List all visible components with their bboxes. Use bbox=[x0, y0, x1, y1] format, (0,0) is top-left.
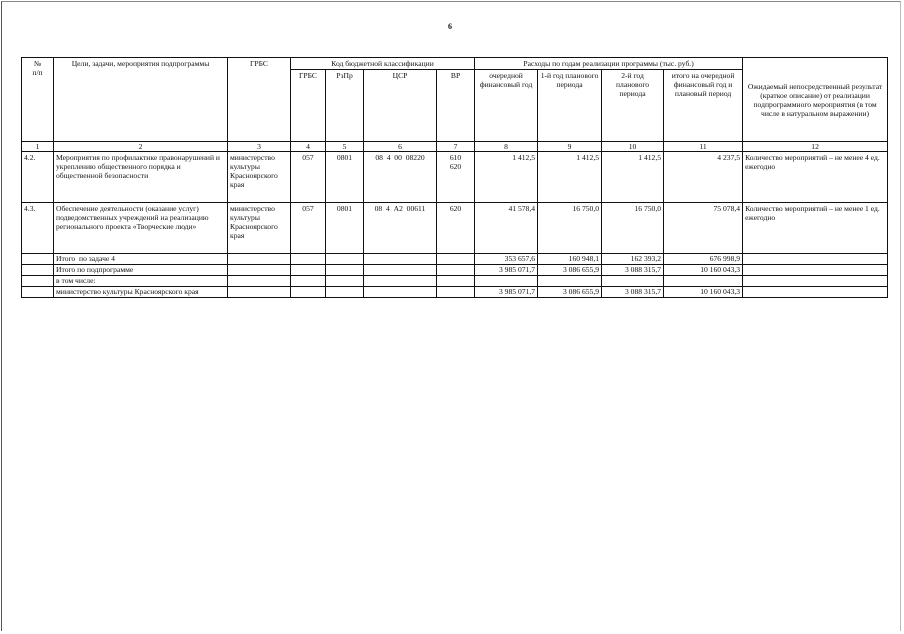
total-value-year2: 3 088 315,7 bbox=[602, 287, 664, 298]
row-grbs-code: 057 bbox=[291, 152, 326, 203]
row-value-current: 1 412,5 bbox=[475, 152, 538, 203]
total-value-current: 3 985 071,7 bbox=[475, 287, 538, 298]
table-row bbox=[22, 152, 888, 203]
total-label: Итого по задаче 4 bbox=[54, 254, 228, 265]
header-sub-vr: ВР bbox=[437, 70, 475, 142]
header-expenses: Расходы по годам реализации программы (тыс. руб.) bbox=[475, 58, 743, 70]
row-value-year1: 16 750,0 bbox=[538, 203, 602, 254]
header-grbs: ГРБС bbox=[228, 58, 291, 142]
header-sub-rzpr: РзПр bbox=[326, 70, 364, 142]
total-label: Итого по подпрограмме bbox=[54, 265, 228, 276]
row-num: 4.3. bbox=[22, 203, 54, 254]
col-number: 11 bbox=[664, 142, 743, 152]
row-grbs-code: 057 bbox=[291, 203, 326, 254]
total-value-year2 bbox=[602, 276, 664, 287]
row-vr: 620 bbox=[437, 203, 475, 254]
total-value-year2: 3 088 315,7 bbox=[602, 265, 664, 276]
total-value-year1: 3 086 655,9 bbox=[538, 265, 602, 276]
col-number: 12 bbox=[743, 142, 888, 152]
total-label: министерство культуры Красноярского края bbox=[54, 287, 228, 298]
column-numbers-row bbox=[22, 142, 888, 152]
row-rzpr: 0801 bbox=[326, 152, 364, 203]
col-number: 3 bbox=[228, 142, 291, 152]
header-sub-current: очередной финансовый год bbox=[475, 70, 538, 142]
total-value-total bbox=[664, 276, 743, 287]
total-value-total: 676 998,9 bbox=[664, 254, 743, 265]
col-number: 4 bbox=[291, 142, 326, 152]
row-grbs-name: министерство культуры Красноярского края bbox=[228, 152, 291, 203]
row-num: 4.2. bbox=[22, 152, 54, 203]
total-value-current: 353 657,6 bbox=[475, 254, 538, 265]
row-value-total: 75 078,4 bbox=[664, 203, 743, 254]
row-rzpr: 0801 bbox=[326, 203, 364, 254]
header-sub-year2: 2-й год планового периода bbox=[602, 70, 664, 142]
row-name: Обеспечение деятельности (оказание услуг) подведомственных учреждений на реализацию регионального проекта «Творческие люди» bbox=[54, 203, 228, 254]
col-number: 1 bbox=[22, 142, 54, 152]
row-result: Количество мероприятий – не менее 1 ед. ежегодно bbox=[743, 203, 888, 254]
col-number: 6 bbox=[364, 142, 437, 152]
total-row bbox=[22, 265, 888, 276]
row-value-year2: 1 412,5 bbox=[602, 152, 664, 203]
row-value-total: 4 237,5 bbox=[664, 152, 743, 203]
row-grbs-name: министерство культуры Красноярского края bbox=[228, 203, 291, 254]
budget-table bbox=[21, 57, 888, 298]
header-sub-year1: 1-й год планового периода bbox=[538, 70, 602, 142]
table-row bbox=[22, 203, 888, 254]
row-csr: 08 4 00 08220 bbox=[364, 152, 437, 203]
col-number: 9 bbox=[538, 142, 602, 152]
total-value-total: 10 160 043,3 bbox=[664, 265, 743, 276]
total-value-current bbox=[475, 276, 538, 287]
total-row bbox=[22, 287, 888, 298]
col-number: 5 bbox=[326, 142, 364, 152]
row-name: Мероприятия по профилактике правонарушений и укреплению общественного порядка и общественной безопасности bbox=[54, 152, 228, 203]
row-vr: 610 620 bbox=[437, 152, 475, 203]
col-number: 2 bbox=[54, 142, 228, 152]
total-row bbox=[22, 254, 888, 265]
row-value-year1: 1 412,5 bbox=[538, 152, 602, 203]
header-sub-grbs: ГРБС bbox=[291, 70, 326, 142]
total-label: в том числе: bbox=[54, 276, 228, 287]
header-budget-code: Код бюджетной классификации bbox=[291, 58, 475, 70]
header-sub-csr: ЦСР bbox=[364, 70, 437, 142]
total-value-year1: 3 086 655,9 bbox=[538, 287, 602, 298]
total-value-year2: 162 393,2 bbox=[602, 254, 664, 265]
total-value-total: 10 160 043,3 bbox=[664, 287, 743, 298]
header-expected-result: Ожидаемый непосредственный результат (краткое описание) от реализации подпрограммного мероприятия (в том числе в натуральном выражении) bbox=[743, 58, 888, 142]
total-row bbox=[22, 276, 888, 287]
col-number: 8 bbox=[475, 142, 538, 152]
row-value-year2: 16 750,0 bbox=[602, 203, 664, 254]
total-value-year1 bbox=[538, 276, 602, 287]
col-number: 7 bbox=[437, 142, 475, 152]
total-value-year1: 160 948,1 bbox=[538, 254, 602, 265]
row-result: Количество мероприятий – не менее 4 ед. ежегодно bbox=[743, 152, 888, 203]
header-num: № п/п bbox=[22, 58, 54, 142]
row-csr: 08 4 А2 00611 bbox=[364, 203, 437, 254]
total-value-current: 3 985 071,7 bbox=[475, 265, 538, 276]
col-number: 10 bbox=[602, 142, 664, 152]
header-goals: Цели, задачи, мероприятия подпрограммы bbox=[54, 58, 228, 142]
header-sub-total: итого на очередной финансовый год и плановый период bbox=[664, 70, 743, 142]
page-number: 6 bbox=[448, 22, 452, 31]
row-value-current: 41 578,4 bbox=[475, 203, 538, 254]
